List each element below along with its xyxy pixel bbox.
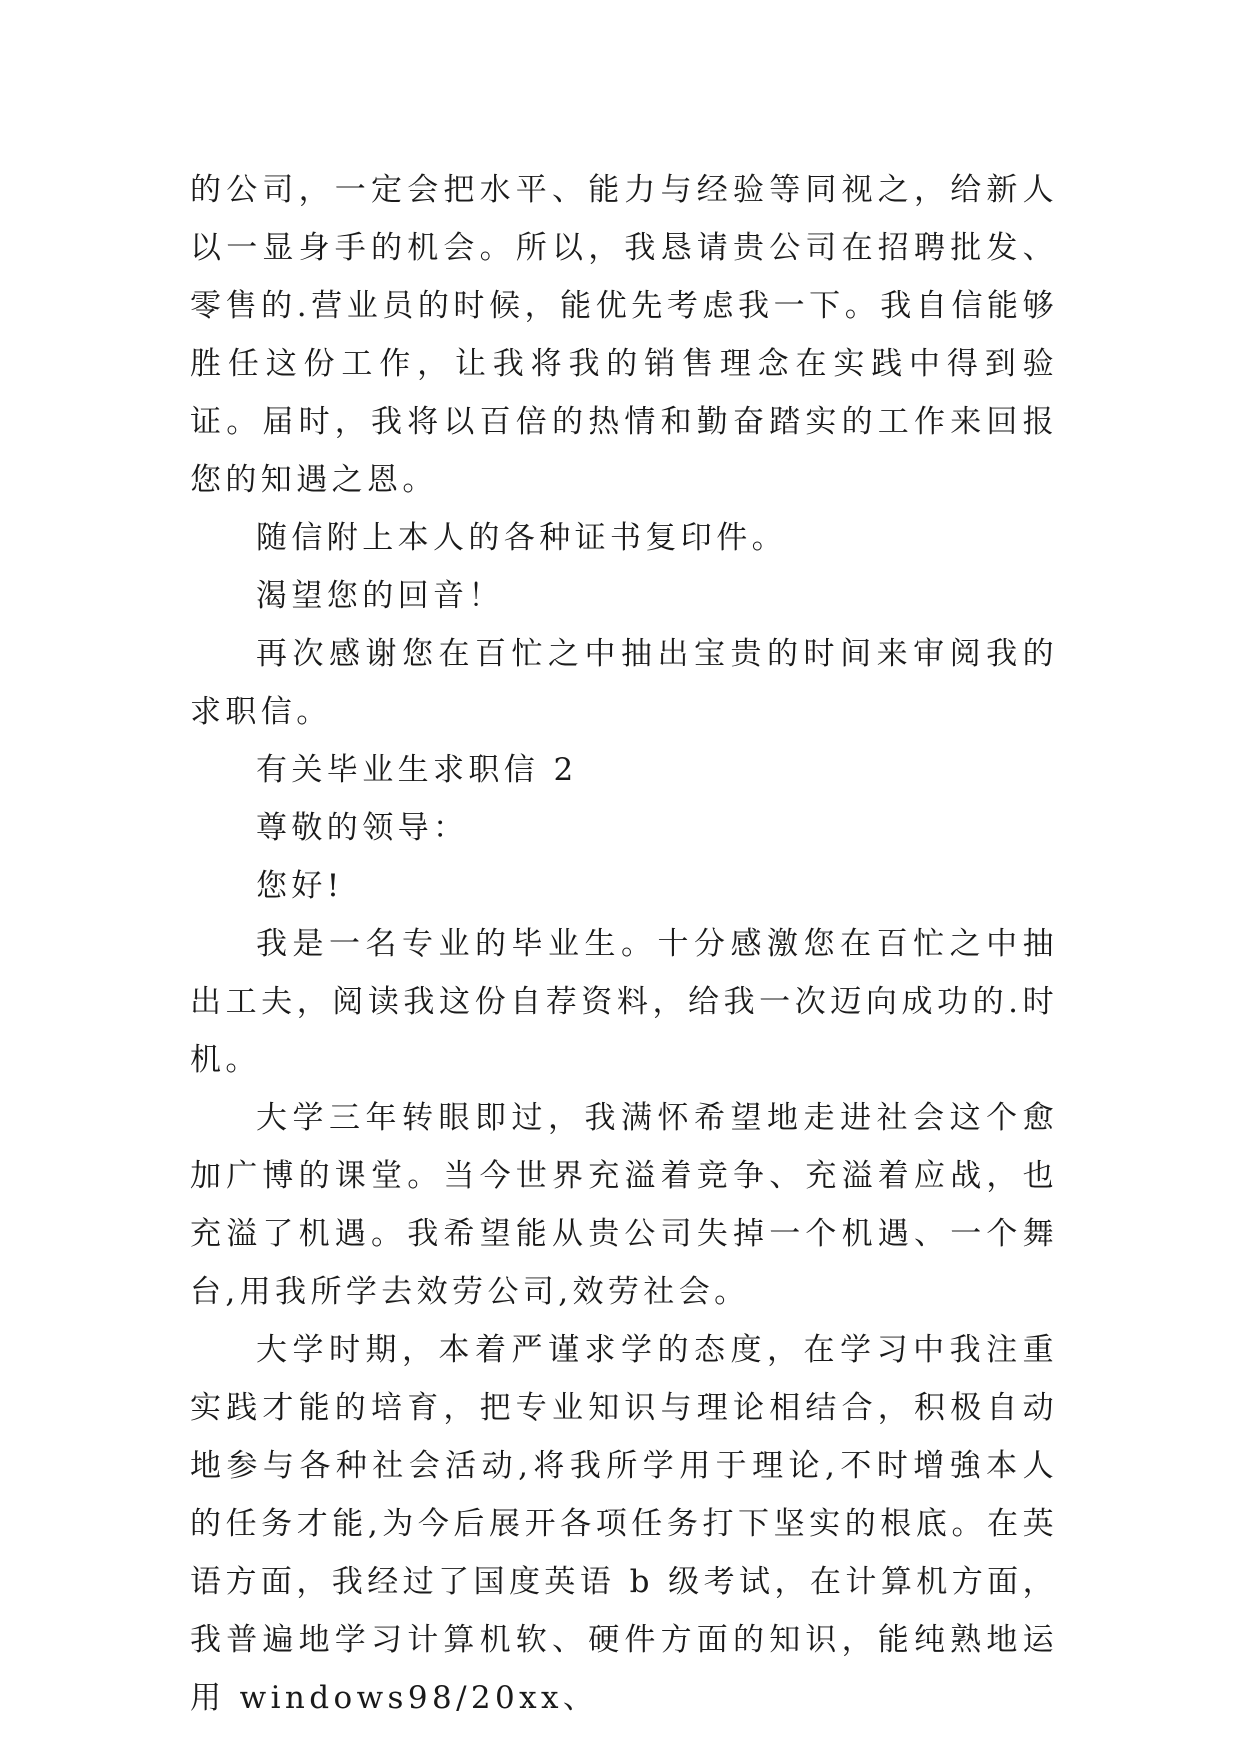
paragraph-study: 大学时期，本着严谨求学的态度，在学习中我注重实践才能的培育，把专业知识与理论相结合，积极自动地参与各种社会活动,将我所学用于理论,不时增強本人的任务才能,为今后展开各项任务打下坚实的根底。在英语方面，我经过了国度英语 b 级考试，在计算机方面，我普遍地学习计算机软、硬件方面的知识，能纯熟地运用 windows98/20xx、 <box>190 1332 1058 1716</box>
paragraph-university: 大学三年转眼即过，我满怀希望地走进社会这个愈加广博的课堂。当今世界充溢着竞争、充溢着应战，也充溢了机遇。我希望能从贵公司失掉一个机遇、一个舞台,用我所学去效劳公司,效劳社会。 <box>190 1100 1058 1310</box>
paragraph-3: 渴望您的回音！ <box>256 578 504 614</box>
paragraph-2: 随信附上本人的各种证书复印件。 <box>256 520 787 556</box>
greeting: 您好! <box>256 868 344 904</box>
paragraph-1: 的公司，一定会把水平、能力与经验等同视之，给新人以一显身手的机会。所以，我恳请贵公司在招聘批发、零售的.营业员的时候，能优先考虑我一下。我自信能够胜任这份工作，让我将我的销售理念在实践中得到验证。届时，我将以百倍的热情和勤奋踏实的工作来回报您的知遇之恩。 <box>190 172 1058 498</box>
paragraph-intro: 我是一名专业的毕业生。十分感激您在百忙之中抽出工夫，阅读我这份自荐资料，给我一次迈向成功的.时机。 <box>190 926 1058 1078</box>
body-text <box>190 161 1058 1727</box>
section-title: 有关毕业生求职信 2 <box>256 752 578 788</box>
salutation: 尊敬的领导： <box>256 810 469 846</box>
paragraph-4: 再次感谢您在百忙之中抽出宝贵的时间来审阅我的求职信。 <box>190 636 1058 730</box>
